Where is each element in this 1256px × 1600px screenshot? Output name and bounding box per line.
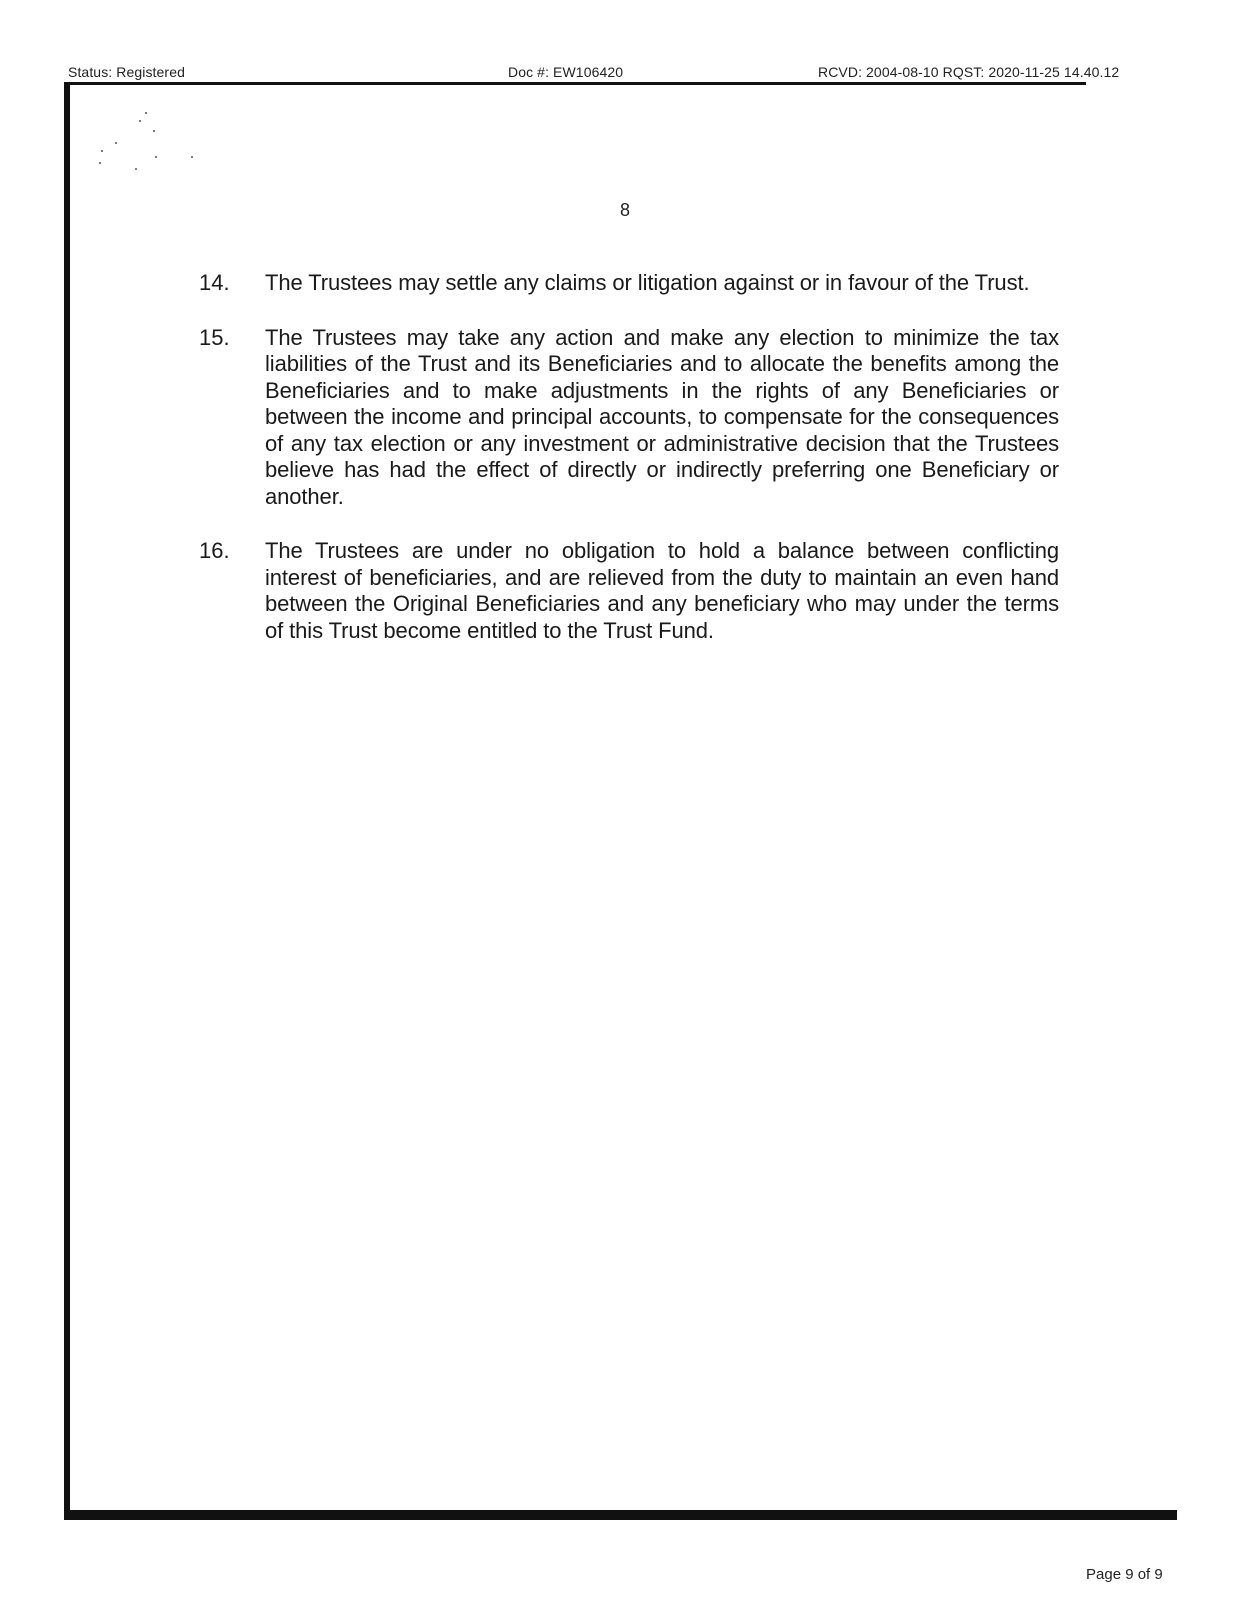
clause-text: The Trustees may settle any claims or litigation against or in favour of the Trust. <box>265 270 1030 295</box>
footer-page-label: Page 9 of 9 <box>1086 1566 1163 1583</box>
clause-list <box>199 270 1059 672</box>
bottom-margin-bar <box>64 1510 1177 1520</box>
header-rule <box>64 82 1086 85</box>
clause-number: 15. <box>199 324 230 350</box>
clause-number: 14. <box>199 270 230 295</box>
scan-specks <box>95 112 205 182</box>
header-doc-number: Doc #: EW106420 <box>508 64 624 80</box>
clause-text: The Trustees are under no obligation to hold a balance between conflicting interest of beneficiaries, and are relieved from the duty to maintain an even hand between the Original Beneficiaries and any beneficiary who may under the terms of this Trust become entitled to the Trust Fund. <box>265 538 1059 643</box>
header-status: Status: Registered <box>68 64 185 80</box>
clause-number: 16. <box>199 538 230 563</box>
page-number: 8 <box>620 200 631 220</box>
left-margin-bar <box>64 85 70 1515</box>
clause-16 <box>199 538 1059 644</box>
clause-text: The Trustees may take any action and make any election to minimize the tax liabilities of the Trust and its Beneficiaries and to allocate the benefits among the Beneficiaries and to make adjustments in the rights of any Beneficiaries or between the income and principal accounts, to compensate for the consequences of any tax election or any investment or administrative decision that the Trustees believe has had the effect of directly or indirectly preferring one Beneficiary or another. <box>265 324 1059 509</box>
clause-14 <box>199 270 1059 297</box>
clause-15 <box>199 325 1059 511</box>
header-received: RCVD: 2004-08-10 RQST: 2020-11-25 14.40.12 <box>818 64 1120 80</box>
